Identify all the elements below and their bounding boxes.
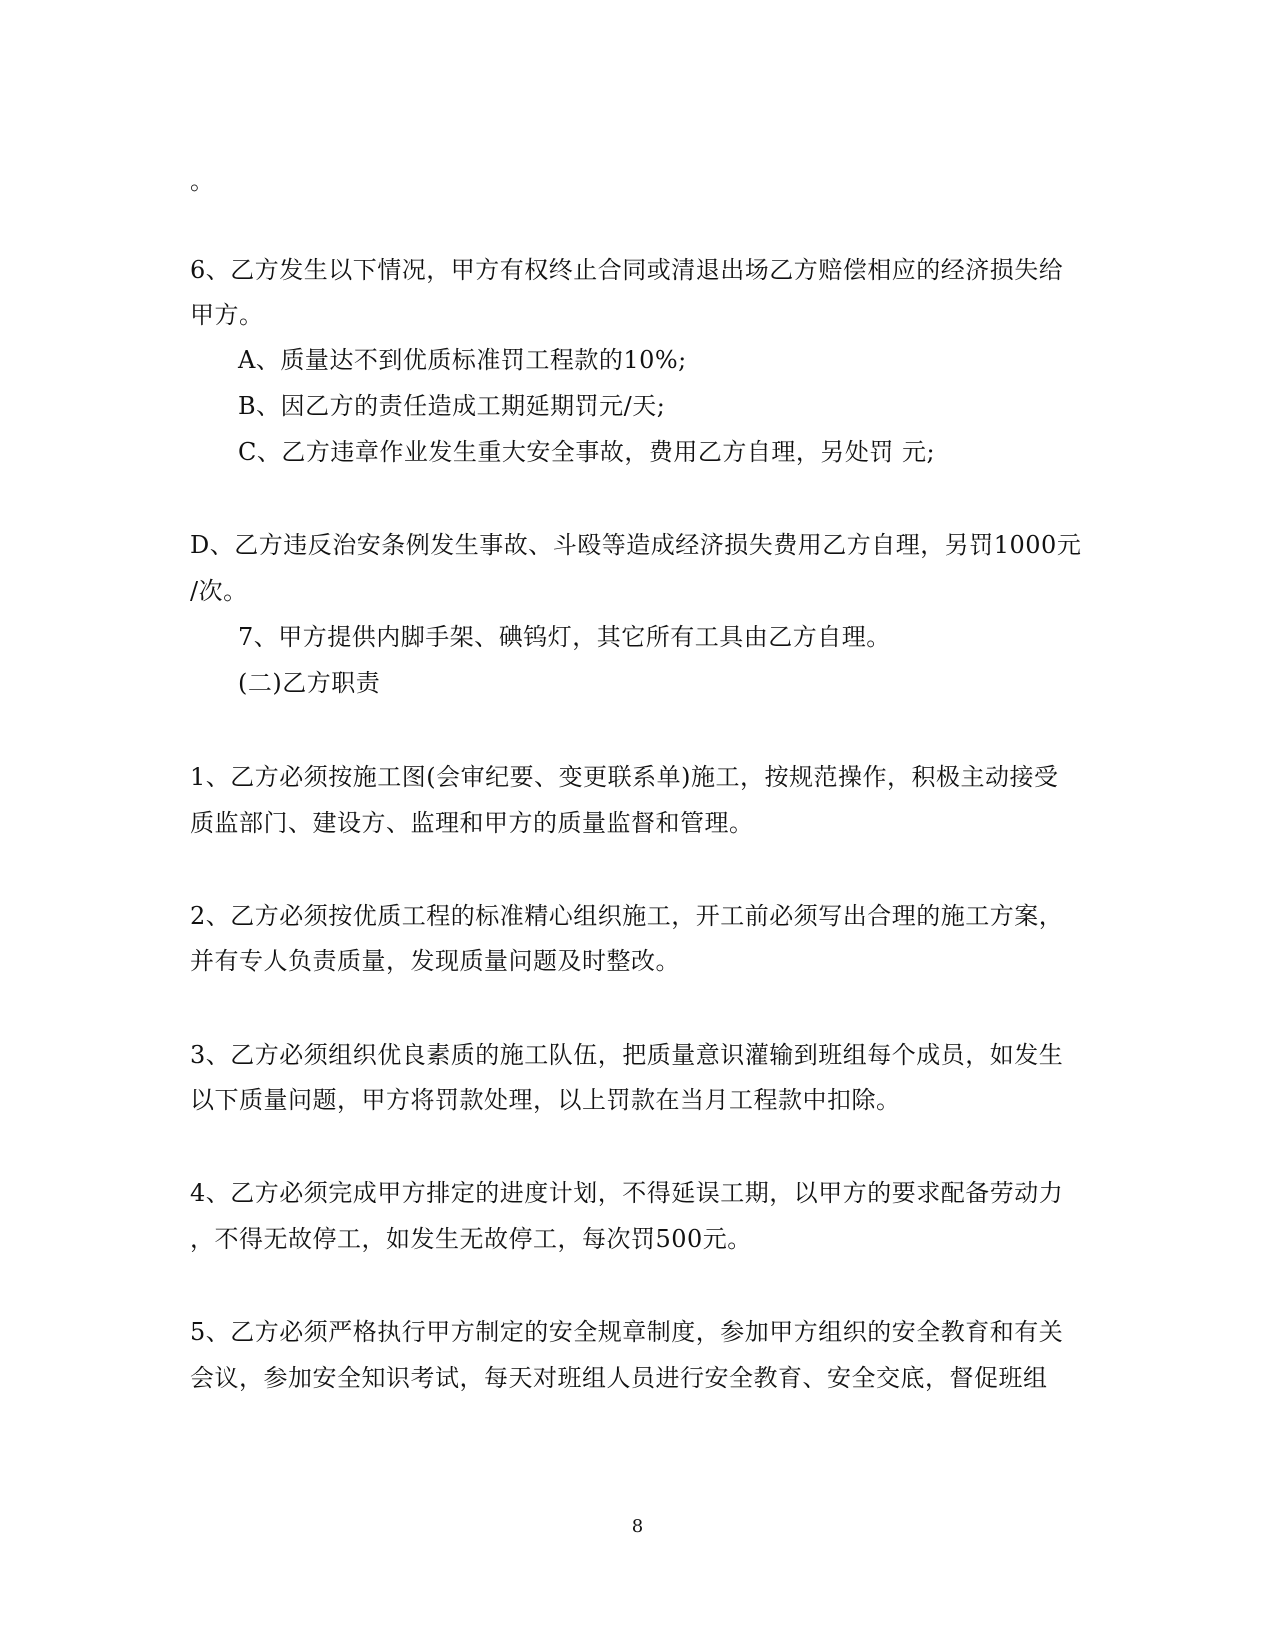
- text-line: 甲方。: [190, 301, 264, 329]
- text-line: B、因乙方的责任造成工期延期罚元/天;: [238, 392, 666, 420]
- text-line: 1、乙方必须按施工图(会审纪要、变更联系单)施工，按规范操作，积极主动接受: [190, 763, 1059, 791]
- text-line: 6、乙方发生以下情况，甲方有权终止合同或清退出场乙方赔偿相应的经济损失给: [190, 256, 1064, 284]
- text-line: 2、乙方必须按优质工程的标准精心组织施工，开工前必须写出合理的施工方案，: [190, 902, 1064, 930]
- text-line: 质监部门、建设方、监理和甲方的质量监督和管理。: [190, 809, 754, 837]
- text-line: 3、乙方必须组织优良素质的施工队伍，把质量意识灌输到班组每个成员，如发生: [190, 1041, 1064, 1069]
- text-line: 7、甲方提供内脚手架、碘钨灯，其它所有工具由乙方自理。: [238, 623, 891, 651]
- text-line: 5、乙方必须严格执行甲方制定的安全规章制度，参加甲方组织的安全教育和有关: [190, 1318, 1064, 1346]
- text-line: /次。: [190, 577, 248, 605]
- text-line: C、乙方违章作业发生重大安全事故，费用乙方自理，另处罚 元;: [238, 438, 936, 466]
- text-line: 。: [190, 167, 215, 195]
- text-line: A、质量达不到优质标准罚工程款的10%;: [238, 346, 687, 374]
- section-heading: (二)乙方职责: [238, 669, 381, 697]
- text-line: D、乙方违反治安条例发生事故、斗殴等造成经济损失费用乙方自理，另罚1000元: [190, 531, 1082, 559]
- text-line: 并有专人负责质量，发现质量问题及时整改。: [190, 947, 680, 975]
- text-line: 会议，参加安全知识考试，每天对班组人员进行安全教育、安全交底，督促班组: [190, 1364, 1048, 1392]
- page-number: 8: [631, 1516, 644, 1537]
- text-line: 4、乙方必须完成甲方排定的进度计划，不得延误工期，以甲方的要求配备劳动力: [190, 1179, 1064, 1207]
- text-line: 以下质量问题，甲方将罚款处理，以上罚款在当月工程款中扣除。: [190, 1086, 901, 1114]
- text-line: ，不得无故停工，如发生无故停工，每次罚500元。: [190, 1225, 752, 1253]
